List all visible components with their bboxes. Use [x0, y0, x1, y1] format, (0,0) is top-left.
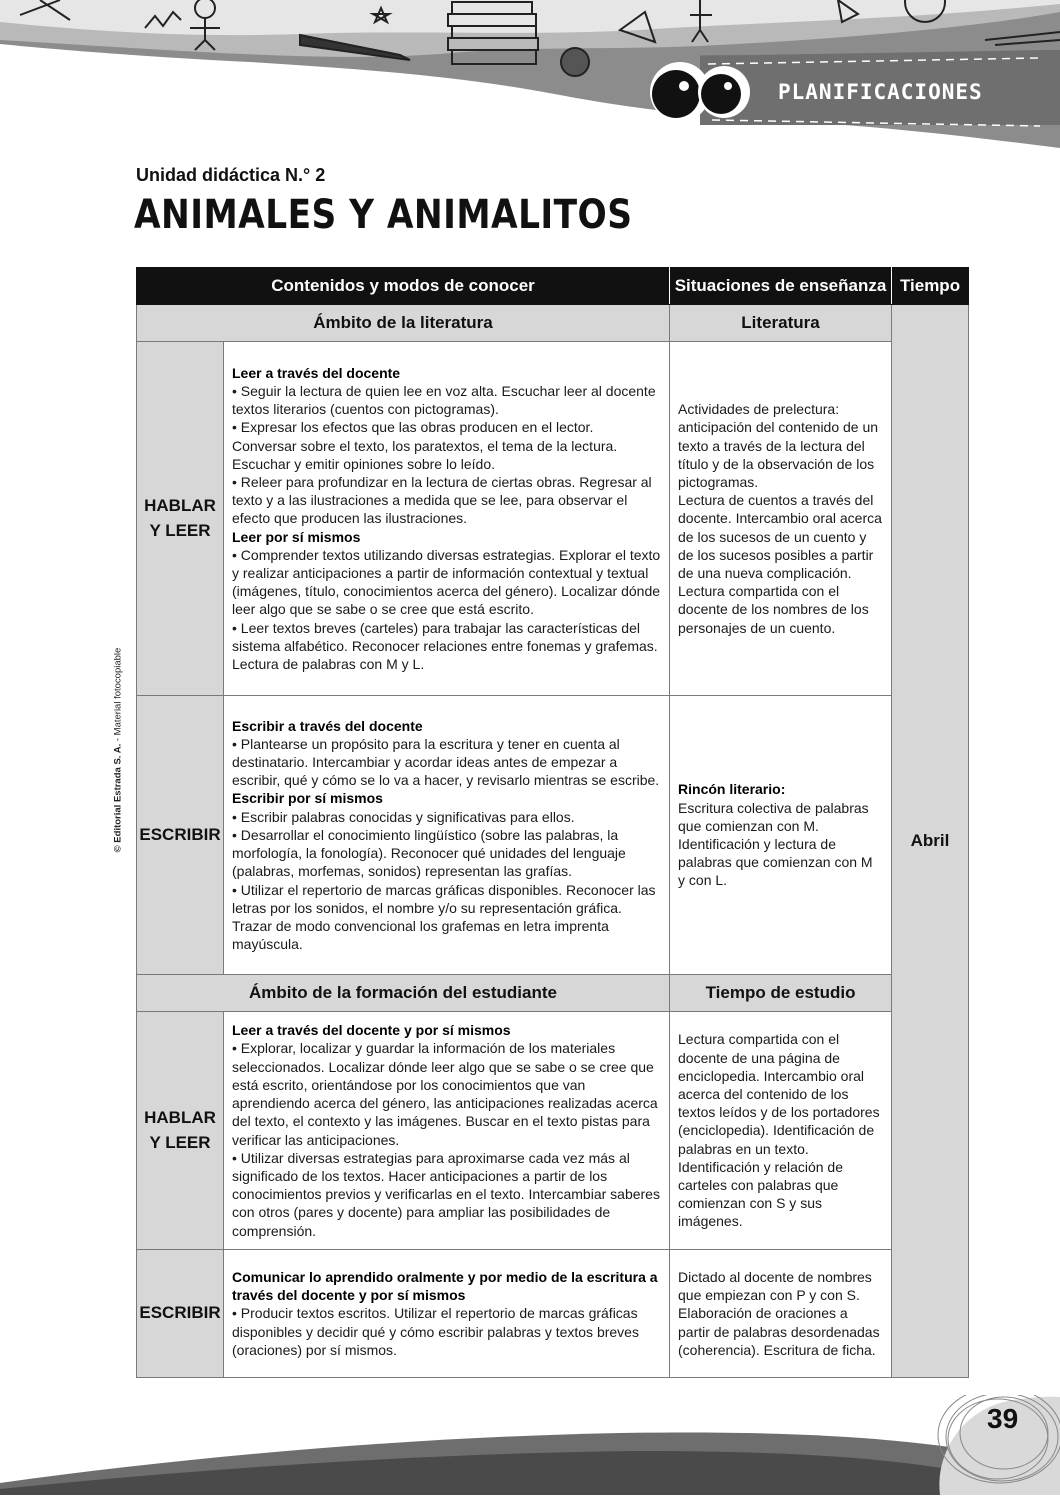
situation-cell: [670, 1250, 892, 1378]
content-cell: [224, 1250, 670, 1378]
unit-label: Unidad didáctica N.° 2: [136, 165, 326, 185]
footer-banner: [0, 1395, 1060, 1495]
situation-cell: [670, 342, 892, 696]
situation-paragraph: Actividades de prelectura: anticipación del contenido de un texto a través de la lectura del título y de la observación de los pictogramas.: [678, 401, 879, 490]
planning-table: [136, 267, 969, 1378]
content-paragraph: • Comprender textos utilizando diversas estrategias. Explorar el texto y realizar anticipaciones a partir de información contextual y textual (imágenes, título, conocimientos acerca del género). Localizar dónde leer algo que se sabe o se cree que está escrito.: [232, 546, 661, 618]
content-paragraph: • Expresar los efectos que las obras producen en el lector. Conversar sobre el texto, los paratextos, el tema de la lectura. Escuchar y emitir opiniones sobre lo leído.: [232, 419, 618, 472]
table-row: [137, 342, 969, 696]
situation-heading: Rincón literario:: [678, 781, 786, 798]
section-label: PLANIFICACIONES: [778, 80, 983, 104]
content-heading: Leer a través del docente y por sí mismos: [232, 1022, 511, 1039]
section-row: [137, 305, 969, 342]
content-paragraph: • Releer para profundizar en la lectura de ciertas obras. Regresar al texto y a las ilustraciones a medida que se lee, para observar el efecto que producen las ilustraciones.: [232, 473, 652, 527]
content-paragraph: • Utilizar diversas estrategias para aproximarse cada vez más al significado de los textos. Hacer anticipaciones a partir de los conocimientos previos y verificarlas en el texto. Intercambiar saberes con otros (pares y docente) para ampliar las posibilidades de comprensión.: [232, 1149, 660, 1239]
situation-paragraph: Lectura de cuentos a través del docente. Intercambio oral acerca de los sucesos de un cuento y de los sucesos posibles a partir de una nueva complicación.: [678, 492, 882, 581]
situation-paragraph: Lectura compartida con el docente de una página de enciclopedia. Intercambio oral acerca del contenido de los textos leídos y de los portadores (enciclopedia). Identificación de palabras en un texto. Identificación y relación de carteles con palabras que comienzan con S y sus imágenes.: [678, 1031, 880, 1230]
copyright-notice: [113, 648, 124, 853]
area-label-line: Y LEER: [149, 1132, 211, 1152]
area-label-line: Y LEER: [149, 520, 211, 540]
footer-illustration: [0, 1395, 1060, 1495]
section-title: Ámbito de la literatura: [137, 305, 670, 342]
photocopy-note: - Material fotocopiable: [112, 647, 124, 744]
situation-paragraph: Lectura compartida con el docente de los nombres de los personajes de un cuento.: [678, 583, 869, 636]
header-contents: Contenidos y modos de conocer: [137, 268, 670, 305]
content-heading: Comunicar lo aprendido oralmente y por medio de la escritura a través del docente y por sí mismos: [232, 1268, 658, 1304]
table-header-row: [137, 268, 969, 305]
area-label-line: ESCRIBIR: [139, 1303, 221, 1323]
situation-paragraph: Identificación y lectura de palabras que comienzan con M y con L.: [678, 836, 873, 889]
content-paragraph: • Desarrollar el conocimiento lingüístico (sobre las palabras, la morfología, la fonología). Reconocer qué unidades del lenguaje (palabras, morfemas, sonidos) representan las grafías.: [232, 826, 626, 880]
header-illustration: [0, 0, 1060, 150]
content-paragraph: • Producir textos escritos. Utilizar el repertorio de marcas gráficas disponibles y decidir qué y cómo escribir palabras y textos breves (oraciones) por sí mismos.: [232, 1305, 639, 1358]
header-time: Tiempo: [892, 268, 969, 305]
section-situation-title: Tiempo de estudio: [670, 975, 892, 1012]
area-label-line: HABLAR: [144, 495, 216, 515]
situation-paragraph: Escritura colectiva de palabras que comienzan con M.: [678, 799, 869, 834]
publisher-name: © Editorial Estrada S. A.: [112, 743, 124, 853]
table-row: [137, 696, 969, 975]
area-cell: [137, 1012, 224, 1250]
content-paragraph: • Plantearse un propósito para la escritura y tener en cuenta al destinatario. Intercambiar y acordar ideas antes de empezar a escribir, qué y cómo se lo va a hacer, y revisarlo mientras se escribe.: [232, 735, 660, 789]
area-cell: [137, 342, 224, 696]
table-row: [137, 1012, 969, 1250]
content-heading: Escribir por sí mismos: [232, 790, 383, 807]
area-cell: [137, 696, 224, 975]
table-row: [137, 1250, 969, 1378]
area-cell: [137, 1250, 224, 1378]
section-situation-title: Literatura: [670, 305, 892, 342]
content-heading: Leer por sí mismos: [232, 528, 361, 545]
content-cell: [224, 1012, 670, 1250]
page-number: 39: [987, 1403, 1019, 1434]
header-situations: Situaciones de enseñanza: [670, 268, 892, 305]
situation-cell: [670, 1012, 892, 1250]
content-paragraph: • Explorar, localizar y guardar la información de los materiales seleccionados. Localizar dónde leer algo que se sabe o se cree que está escrito, orientándose por los conocimientos que van aprendiendo acerca del género, las anticipaciones realizadas acerca del texto, el contexto y las imágenes. Buscar en el texto pistas para verificar las anticipaciones.: [232, 1040, 658, 1148]
content-paragraph: • Seguir la lectura de quien lee en voz alta. Escuchar leer al docente textos literarios (cuentos con pictogramas).: [232, 382, 656, 418]
area-label-line: ESCRIBIR: [139, 824, 221, 844]
time-cell: Abril: [892, 305, 969, 1378]
content-heading: Escribir a través del docente: [232, 717, 423, 734]
situation-cell: [670, 696, 892, 975]
content-cell: [224, 696, 670, 975]
area-label-line: HABLAR: [144, 1107, 216, 1127]
content-paragraph: • Leer textos breves (carteles) para trabajar las características del sistema alfabético. Reconocer relaciones entre fonemas y grafemas. Lectura de palabras con M y L.: [232, 619, 658, 673]
unit-title: ANIMALES Y ANIMALITOS: [134, 192, 633, 238]
situation-paragraph: Dictado al docente de nombres que empiezan con P y con S. Elaboración de oraciones a partir de palabras desordenadas (coherencia). Escritura de ficha.: [678, 1268, 880, 1358]
content-paragraph: • Utilizar el repertorio de marcas gráficas disponibles. Reconocer las letras por los sonidos, el nombre y/o su representación gráfica. Trazar de modo convencional los grafemas en letra imprenta mayúscula.: [232, 881, 656, 953]
content-paragraph: • Escribir palabras conocidas y significativas para ellos.: [232, 808, 575, 825]
section-row: [137, 975, 969, 1012]
section-title: Ámbito de la formación del estudiante: [137, 975, 670, 1012]
content-heading: Leer a través del docente: [232, 364, 401, 381]
content-cell: [224, 342, 670, 696]
header-banner: [0, 0, 1060, 150]
